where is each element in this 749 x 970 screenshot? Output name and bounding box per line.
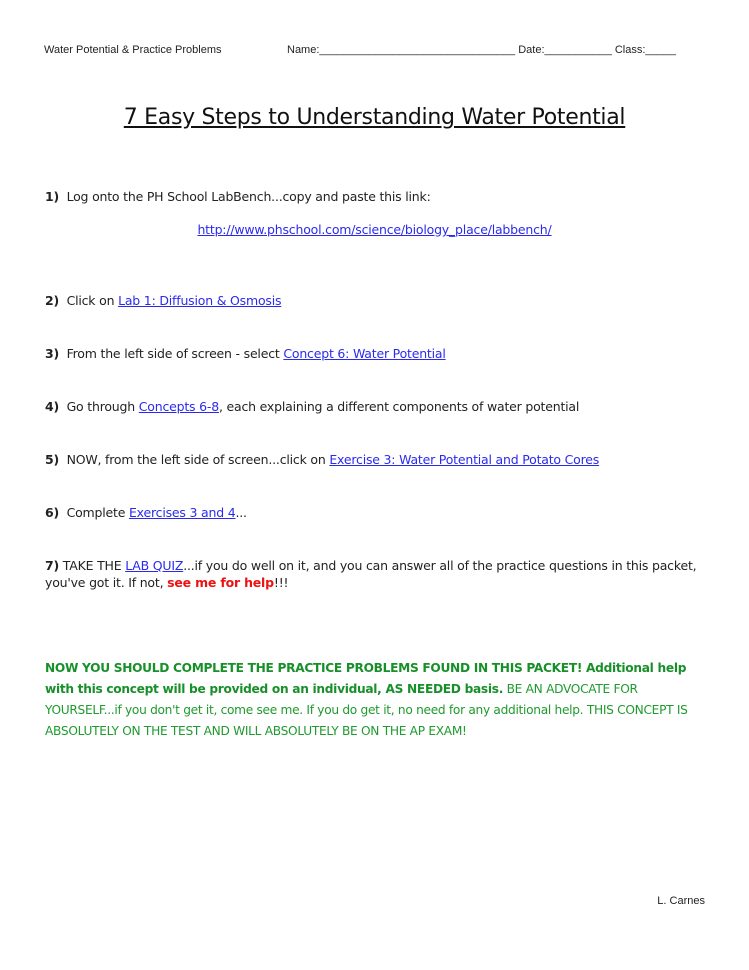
- step-3: 3) From the left side of screen - select Concept 6: Water Potential: [45, 346, 446, 361]
- step-4: 4) Go through Concepts 6-8, each explaining a different components of water potential: [45, 399, 580, 414]
- labbench-url: [0, 222, 749, 237]
- doc-title: Water Potential & Practice Problems: [44, 44, 222, 56]
- step-5: 5) NOW, from the left side of screen...click on Exercise 3: Water Potential and Potato Cores: [45, 452, 600, 467]
- author: L. Carnes: [657, 895, 705, 907]
- step-6: 6) Complete Exercises 3 and 4...: [45, 505, 247, 520]
- concept6-link[interactable]: Concept 6: Water Potential: [283, 346, 446, 361]
- labbench-link[interactable]: http://www.phschool.com/science/biology_place/labbench/: [197, 222, 552, 237]
- concepts-6-8-link[interactable]: Concepts 6-8: [138, 399, 219, 414]
- practice-notice: NOW YOU SHOULD COMPLETE THE PRACTICE PROBLEMS FOUND IN THIS PACKET! Additional help with this concept will be provided on an individual, AS NEEDED basis. BE AN ADVOCATE FOR YOURSELF...if you don't get it, come see me. If you do get it, no need for any additional help. THIS CONCEPT IS ABSOLUTELY ON THE TEST AND WILL ABSOLUTELY BE ON THE AP EXAM!: [45, 661, 688, 738]
- step-1: 1) Log onto the PH School LabBench...copy and paste this link:: [45, 189, 431, 204]
- step-7: 7) TAKE THE LAB QUIZ...if you do well on it, and you can answer all of the practice questions in this packet, you've got it. If not, see me for help!!!: [45, 558, 697, 590]
- see-me-for-help: see me for help: [167, 575, 274, 590]
- step-2: 2) Click on Lab 1: Diffusion & Osmosis: [45, 293, 282, 308]
- page-header: [44, 44, 705, 60]
- exercises-3-4-link[interactable]: Exercises 3 and 4: [128, 505, 236, 520]
- lab-quiz-link[interactable]: LAB QUIZ: [125, 558, 184, 573]
- lab1-link[interactable]: Lab 1: Diffusion & Osmosis: [118, 293, 282, 308]
- name-date-class-fields: Name:________________________________ Date:___________ Class:_____: [287, 44, 677, 56]
- exercise3-link[interactable]: Exercise 3: Water Potential and Potato Cores: [329, 452, 600, 467]
- page-title: 7 Easy Steps to Understanding Water Potential: [123, 105, 626, 130]
